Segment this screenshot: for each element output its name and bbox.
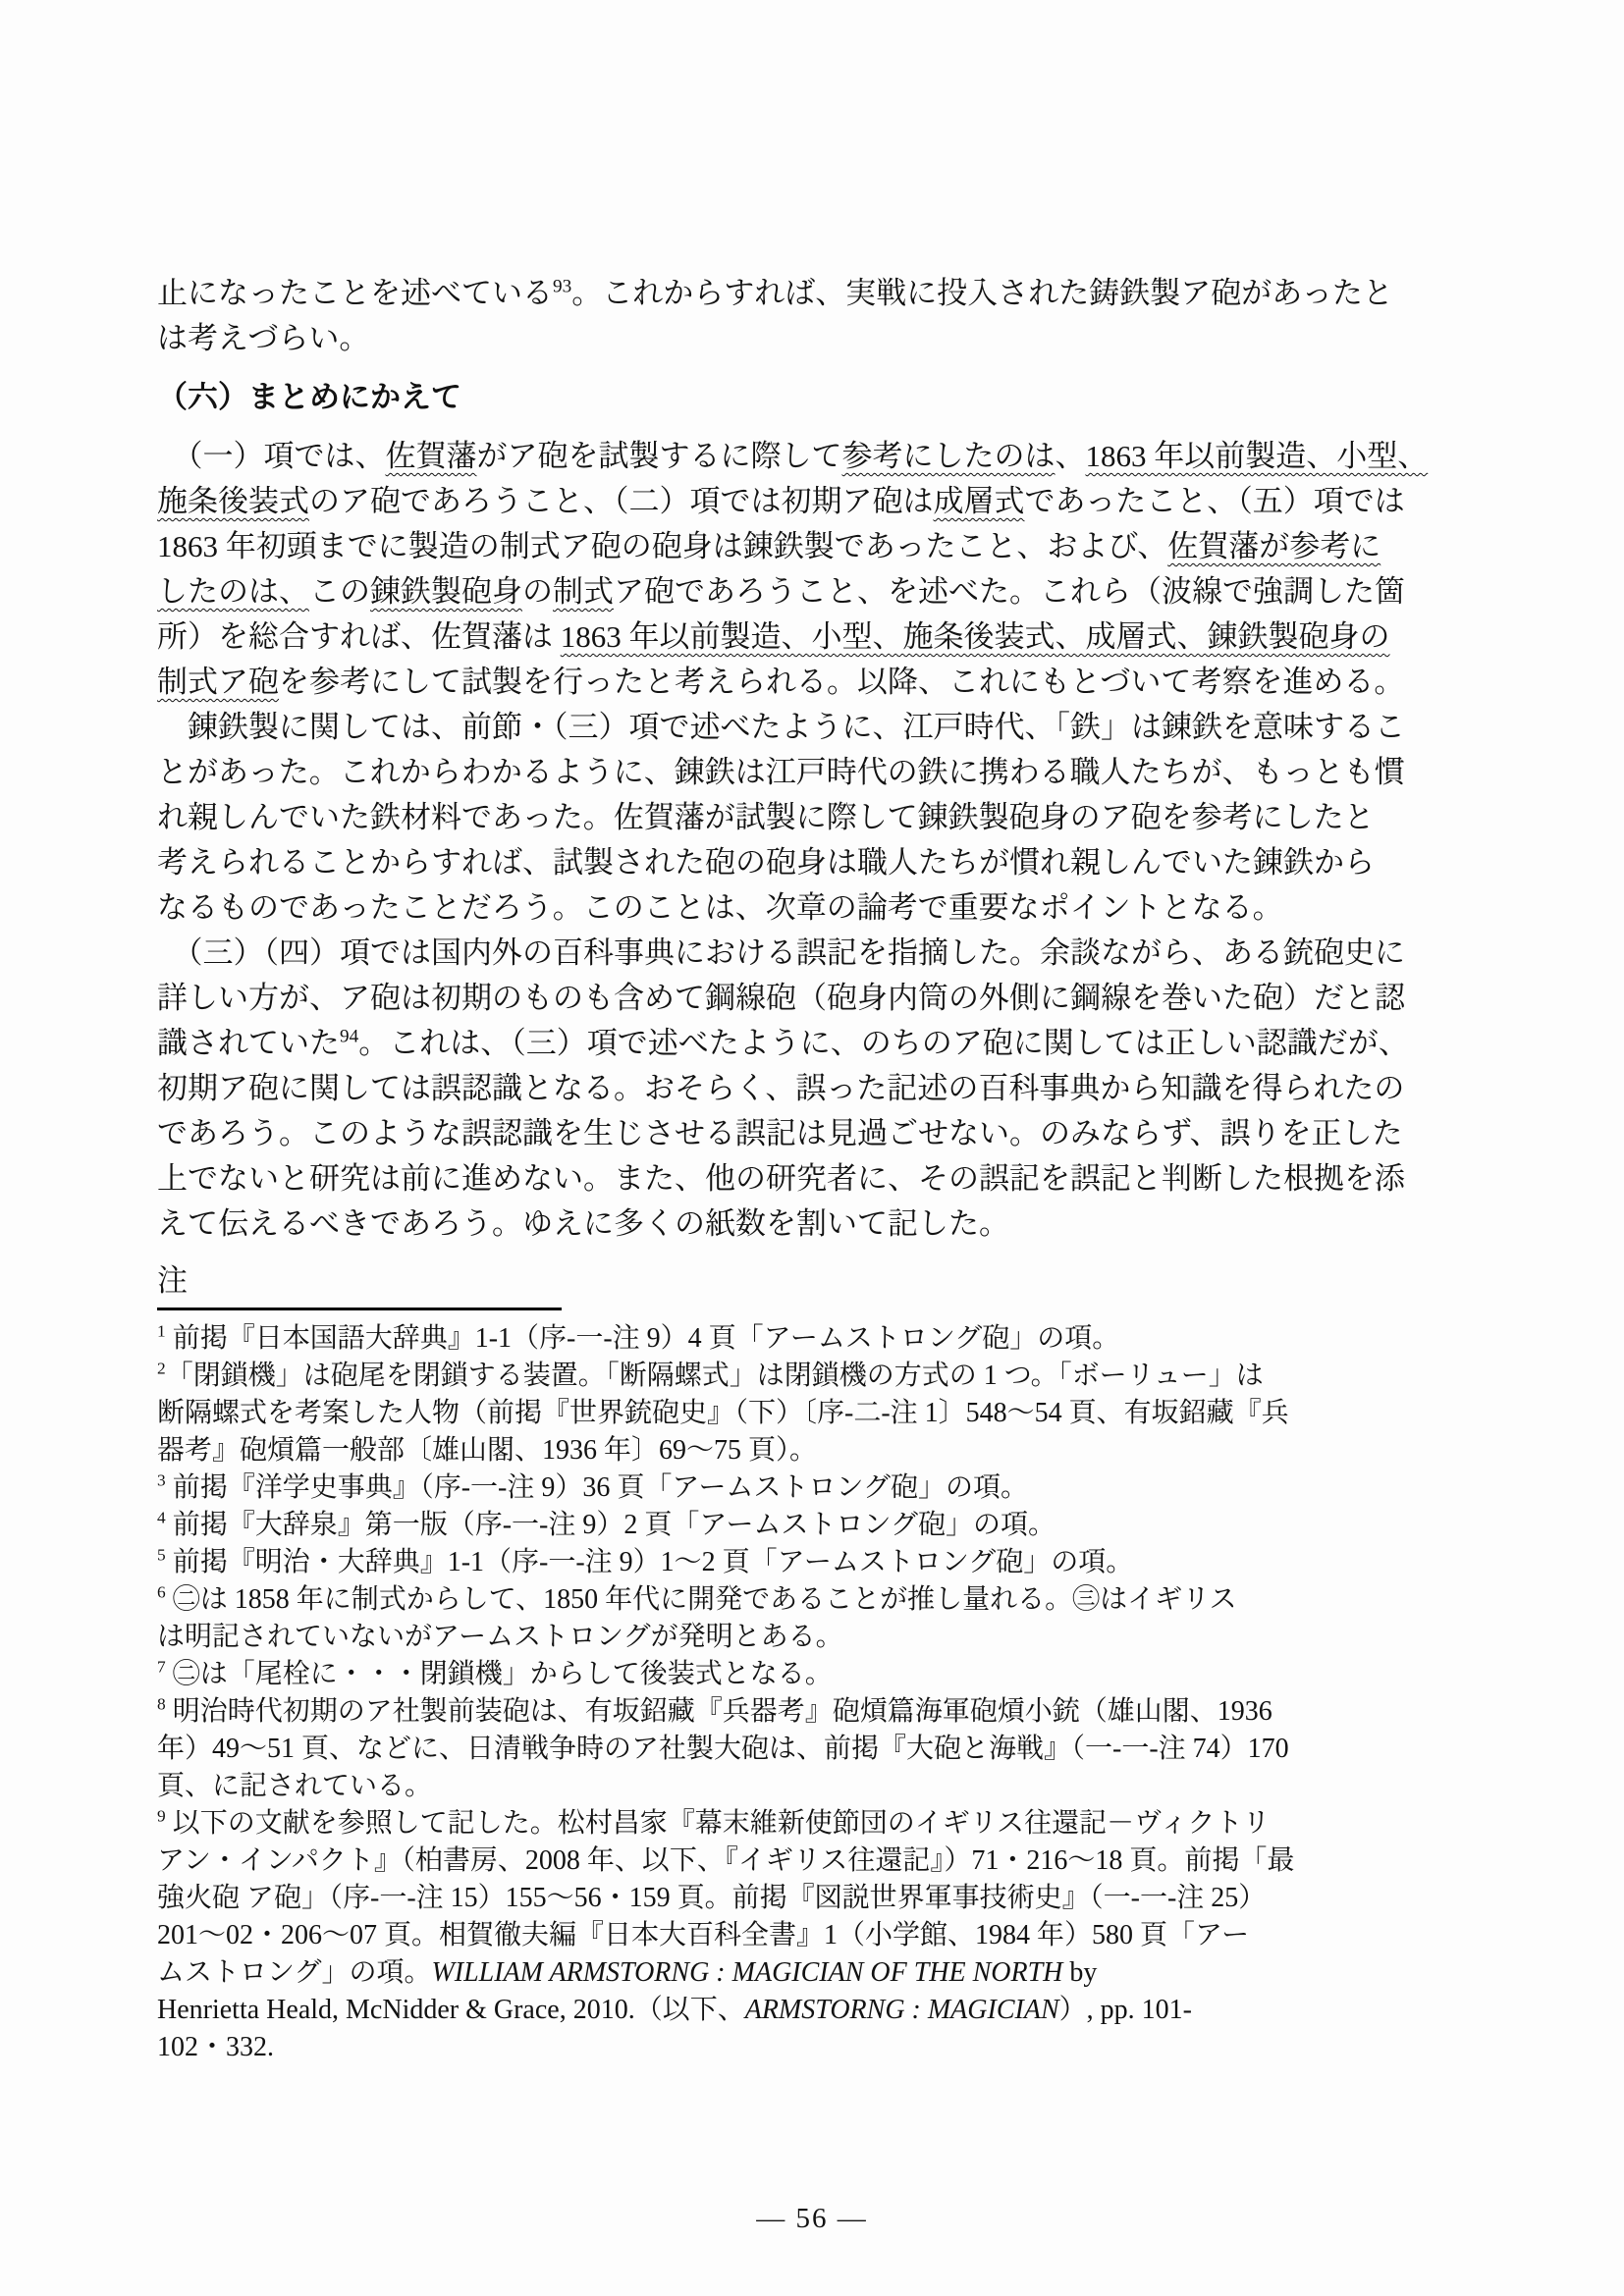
text-segment: 、 [1055,439,1086,473]
superscript-number: 5 [157,1545,166,1565]
text-line [157,885,1514,931]
wavy-emphasis-text: したのは、 [157,574,309,609]
text-segment: は考えづらい。 [157,321,370,355]
footnote-item [157,1581,1514,1656]
footnote-line [157,1395,1514,1432]
text-segment: 器考』砲熕篇一般部〔雄山閣、1936 年〕69〜75 頁）。 [157,1435,818,1466]
italic-book-title: ARMSTORNG : MAGICIAN [744,1995,1059,2025]
footnote-line [157,1507,1514,1544]
text-segment: by [1062,1957,1098,1988]
footnote-item [157,1805,1514,2066]
text-segment: （三）（四）項では国内外の百科事典における誤記を指摘した。余談ながら、ある銃砲史に [157,935,1405,970]
paragraph-errata [157,931,1514,1247]
superscript-number: 6 [157,1582,166,1602]
superscript-number: 2 [157,1359,166,1378]
superscript-number: 3 [157,1470,166,1490]
text-segment: 初期ア砲に関しては誤認識となる。おそらく、誤った記述の百科事典から知識を得られたの [157,1071,1405,1105]
footnote-item [157,1469,1514,1507]
superscript-number: 4 [157,1508,166,1527]
paragraph-summary [157,434,1514,705]
text-segment: 明治時代初期のア社製前装砲は、有坂鉊藏『兵器考』砲熕篇海軍砲熕小銃（雄山閣、1936 [165,1696,1272,1727]
superscript-number: 7 [157,1657,166,1677]
text-line [157,705,1514,750]
text-segment: なるものであったことだろう。このことは、次章の論考で重要なポイントとなる。 [157,890,1283,925]
text-line [157,569,1514,614]
footnote-line [157,1992,1514,2029]
text-segment: がア砲を試製するに際して [476,439,842,473]
text-segment: 以下の文献を参照して記した。松村昌家『幕末維新使節団のイギリス往還記－ヴィクトリ [165,1808,1271,1839]
footnote-line [157,1544,1514,1581]
text-segment: 断隔螺式を考案した人物（前掲『世界銃砲史』（下）〔序-二-注 1〕548〜54 頁、有坂鉊藏『兵 [157,1398,1289,1428]
footnote-line [157,1917,1514,1954]
text-line [157,479,1514,524]
text-segment: 前掲『明治・大辞典』1-1（序-一-注 9）1〜2 頁「アームストロング砲」の項。 [165,1547,1134,1577]
text-segment: 前掲『洋学史事典』（序-一-注 9）36 頁「アームストロング砲」の項。 [165,1472,1028,1503]
text-segment: 詳しい方が、ア砲は初期のものも含めて鋼線砲（砲身内筒の外側に鋼線を巻いた砲）だと認 [157,981,1405,1015]
wavy-emphasis-text: 錬鉄製砲身 [370,574,522,609]
footnote-line [157,1656,1514,1693]
text-segment: れ親しんでいた鉄材料であった。佐賀藩が試製に際して錬鉄製砲身のア砲を参考にしたと [157,800,1375,834]
text-segment: の [522,574,553,609]
text-line [157,271,1514,316]
text-segment: 錬鉄製に関しては、前節・（三）項で述べたように、江戸時代、「鉄」は錬鉄を意味するこ [157,710,1405,744]
superscript-number: 94 [340,1026,359,1047]
text-line [157,434,1514,479]
footnote-line [157,1320,1514,1358]
text-segment: 102・332. [157,2032,275,2062]
text-segment: 前掲『大辞泉』第一版（序-一-注 9）2 頁「アームストロング砲」の項。 [165,1510,1056,1540]
text-segment: Henrietta Heald, McNidder & Grace, 2010.（以下、 [157,1995,745,2025]
text-segment: 201〜02・206〜07 頁。相賀徹夫編『日本大百科全書』1（小学館、1984 年）580 頁「アー [157,1920,1250,1950]
footnote-line [157,1954,1514,1992]
footnote-line [157,1693,1514,1731]
section-heading: （六）まとめにかえて [157,380,461,414]
text-segment: であったこと、（五）項では [1024,484,1405,518]
text-line [157,840,1514,885]
footnote-item [157,1507,1514,1544]
wavy-emphasis-text: 佐賀藩が参考に [1167,529,1381,563]
text-segment: は明記されていないがアームストロングが発明とある。 [157,1622,843,1652]
paragraph-intro [157,271,1514,361]
superscript-number: 93 [553,276,572,297]
footnote-line [157,1432,1514,1469]
text-segment: ㊁は 1858 年に制式からして、1850 年代に開発であることが推し量れる。㊂はイギリス [165,1584,1237,1615]
wavy-emphasis-text: 1863 年以前製造、小型、施条後装式、成層式、錬鉄製砲身の [560,619,1390,654]
text-segment: ア砲であろうこと、を述べた。これら（波線で強調した箇 [614,574,1405,609]
page-content [157,271,1514,2066]
footnote-line [157,1358,1514,1395]
wavy-emphasis-text: 参考にしたのは [841,439,1056,473]
wavy-emphasis-text: 1863 年以前製造、小型、 [1085,439,1429,473]
text-segment: であろう。このような誤認識を生じさせる誤記は見過ごせない。のみならず、誤りを正した [157,1116,1403,1150]
text-line [157,1111,1514,1156]
page-number: ― 56 ― [756,2203,868,2234]
footnote-line [157,1619,1514,1656]
italic-book-title: WILLIAM ARMSTORNG : MAGICIAN OF THE NORTH [431,1957,1063,1988]
footnote-line [157,1731,1514,1768]
text-line [157,750,1514,795]
text-segment: 考えられることからすれば、試製された砲の砲身は職人たちが慣れ親しんでいた錬鉄から [157,845,1375,880]
text-segment: ）, pp. 101- [1058,1995,1192,2025]
superscript-number: 1 [157,1321,166,1341]
text-segment: えて伝えるべきであろう。ゆえに多くの紙数を割いて記した。 [157,1206,1009,1241]
text-line [157,1021,1514,1066]
text-segment: 識されていた [157,1026,340,1060]
text-line [157,1156,1514,1201]
text-segment: （一）項では、 [157,439,386,473]
text-segment: 1863 年初頭までに製造の制式ア砲の砲身は錬鉄製であったこと、および、 [157,529,1168,563]
footnote-line [157,1581,1514,1619]
text-segment: のア砲であろうこと、（二）項では初期ア砲は [309,484,934,518]
footnote-item [157,1320,1514,1358]
text-segment: を参考にして試製を行ったと考えられる。以降、これにもとづいて考察を進める。 [279,665,1405,699]
wavy-emphasis-text: 制式 [553,574,614,609]
footnotes-section [157,1320,1514,2066]
text-segment: 上でないと研究は前に進めない。また、他の研究者に、その誤記を誤記と判断した根拠を添 [157,1161,1405,1196]
wavy-emphasis-text: 佐賀藩 [385,439,477,473]
text-line [157,660,1514,705]
text-line [157,976,1514,1021]
text-segment: アン・インパクト』（柏書房、2008 年、以下、『イギリス往還記』）71・216〜18 頁。前掲「最 [157,1845,1295,1876]
text-segment: 年）49〜51 頁、などに、日清戦争時のア社製大砲は、前掲『大砲と海戦』（一-一-注 74）170 [157,1734,1289,1764]
footnote-line [157,2029,1514,2066]
text-segment: この [309,574,370,609]
superscript-number: 8 [157,1694,166,1714]
paragraph-wrought-iron [157,705,1514,931]
text-segment: 。これからすれば、実戦に投入された鋳鉄製ア砲があったと [571,276,1393,310]
text-line [157,1066,1514,1111]
text-segment: ㊁は「尾栓に・・・閉鎖機」からして後装式となる。 [165,1659,833,1689]
footnote-line [157,1768,1514,1805]
text-segment: 頁、に記されている。 [157,1771,433,1801]
text-segment: 「閉鎖機」は砲尾を閉鎖する装置。「断隔螺式」は閉鎖機の方式の 1 つ。「ボーリュー」は [165,1361,1264,1391]
footnote-separator-rule [157,1308,562,1310]
text-line [157,795,1514,840]
text-segment: 止になったことを述べている [157,276,553,310]
text-segment: ムストロング」の項。 [157,1957,432,1988]
text-segment: 。これは、（三）項で述べたように、のちのア砲に関しては正しい認識だが、 [358,1026,1409,1060]
footnote-line [157,1805,1514,1842]
text-segment: 所）を総合すれば、佐賀藩は [157,619,561,654]
wavy-emphasis-text: 施条後装式 [157,484,309,518]
footnote-item [157,1358,1514,1469]
text-segment: 強火砲 ア砲」（序-一-注 15）155〜56・159 頁。前掲『図説世界軍事技術史』（一-一-注 25） [157,1883,1267,1913]
footnote-item [157,1544,1514,1581]
footnote-line [157,1842,1514,1880]
text-line [157,931,1514,976]
wavy-emphasis-text: 成層式 [933,484,1025,518]
superscript-number: 9 [157,1806,166,1826]
text-segment: 前掲『日本国語大辞典』1-1（序-一-注 9）4 頁「アームストロング砲」の項。 [165,1323,1120,1354]
footnote-line [157,1880,1514,1917]
notes-label: 注 [157,1263,188,1298]
text-line [157,1201,1514,1247]
wavy-emphasis-text: 制式ア砲 [157,665,279,699]
text-segment: とがあった。これからわかるように、錬鉄は江戸時代の鉄に携わる職人たちが、もっとも慣 [157,755,1405,789]
text-line [157,614,1514,660]
footnote-item [157,1656,1514,1693]
footnote-line [157,1469,1514,1507]
text-line [157,524,1514,569]
text-line [157,316,1514,361]
footnote-item [157,1693,1514,1805]
